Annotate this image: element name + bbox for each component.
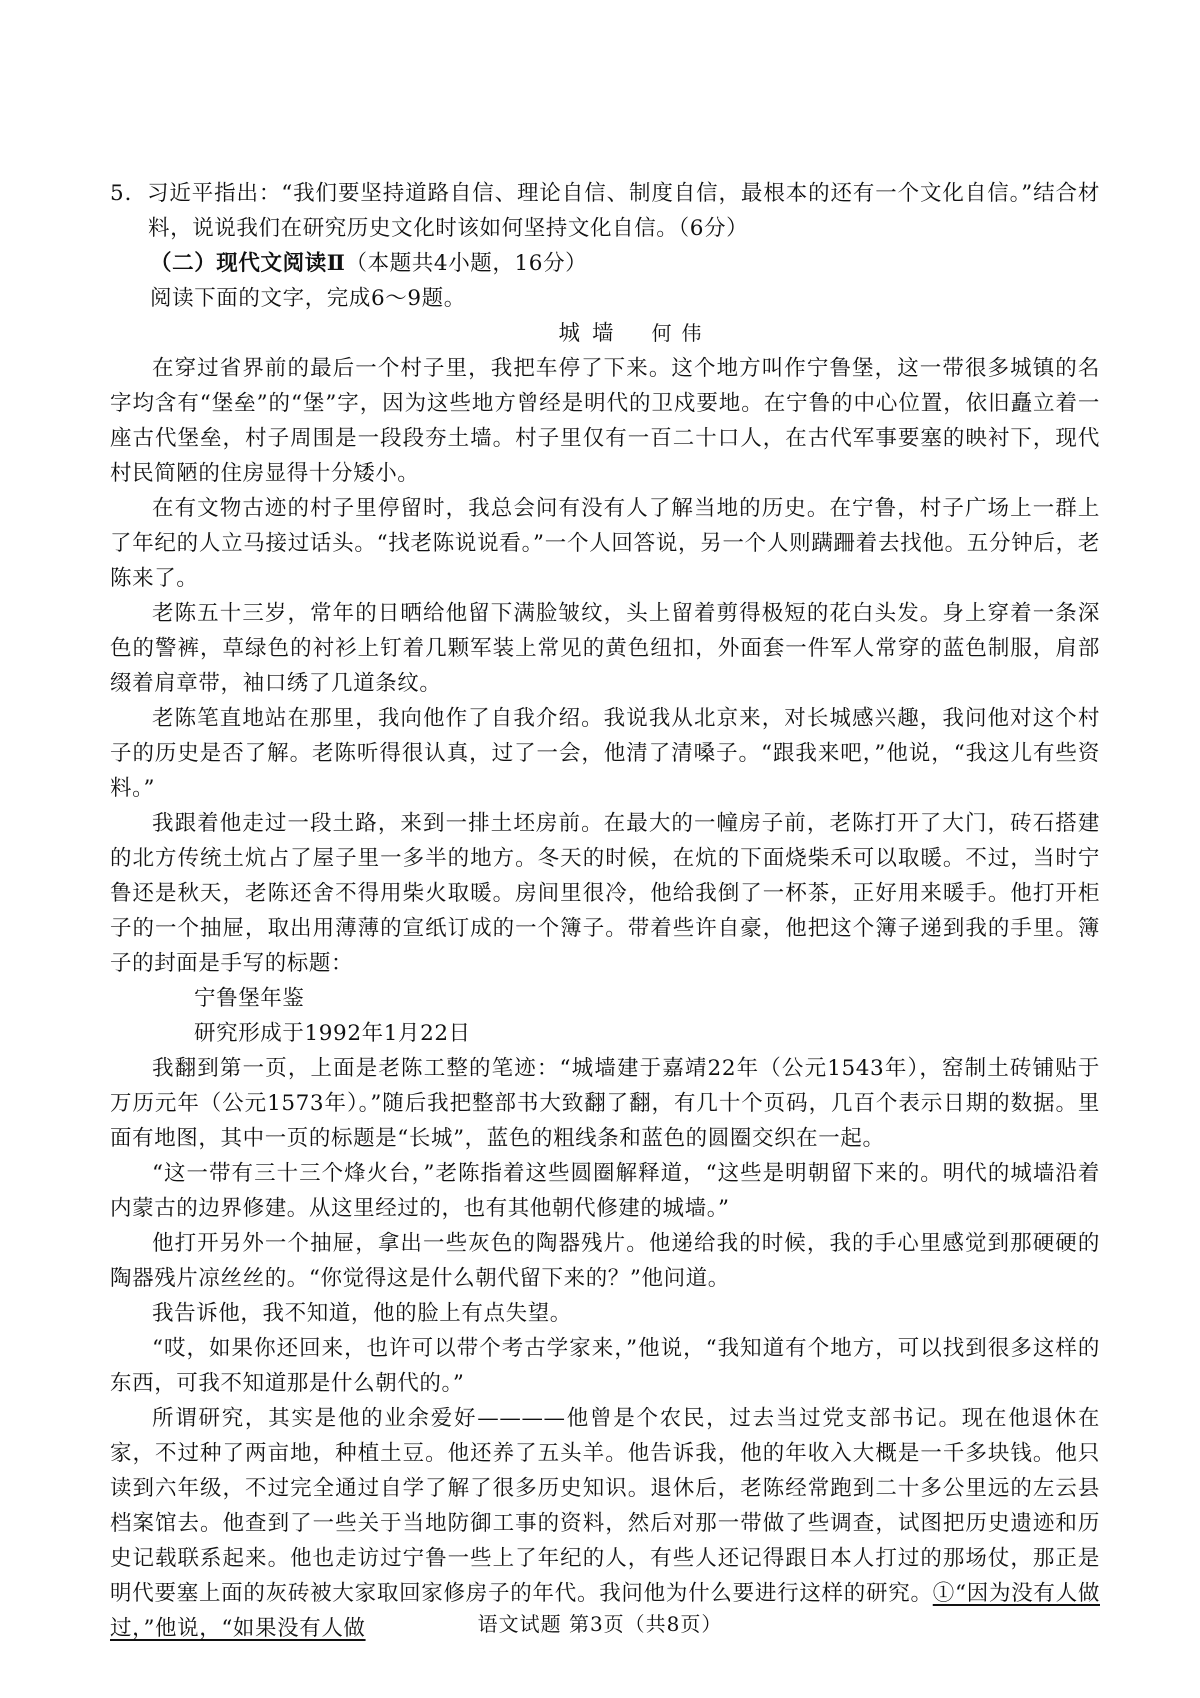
booklet-subtitle: 研究形成于1992年1月22日 xyxy=(194,1021,471,1046)
article-paragraph: 他打开另外一个抽屉，拿出一些灰色的陶器残片。他递给我的时候，我的手心里感觉到那硬硬的陶器残片凉丝丝的。“你觉得这是什么朝代留下来的？”他问道。 xyxy=(110,1231,1100,1291)
underlined-sentence-1: ①“因为没有人做过，”他说，“如果没有人做 xyxy=(110,1581,1100,1641)
booklet-title: 宁鲁堡年鉴 xyxy=(194,986,305,1011)
page-content xyxy=(110,176,1100,1646)
article-paragraph: “这一带有三十三个烽火台，”老陈指着这些圆圈解释道，“这些是明朝留下来的。明代的城墙沿着内蒙古的边界修建。从这里经过的，也有其他朝代修建的城墙。” xyxy=(110,1161,1100,1221)
section-heading-note: （本题共4小题，16分） xyxy=(345,251,588,276)
section-heading-title: （二）现代文阅读Ⅱ xyxy=(150,251,346,276)
article-paragraph: 老陈五十三岁，常年的日晒给他留下满脸皱纹，头上留着剪得极短的花白头发。身上穿着一条深色的警裤，草绿色的衬衫上钉着几颗军装上常见的黄色纽扣，外面套一件军人常穿的蓝色制服，肩部缀着肩章带，袖口绣了几道条纹。 xyxy=(110,601,1100,696)
article-paragraph: 我跟着他走过一段土路，来到一排土坯房前。在最大的一幢房子前，老陈打开了大门，砖石搭建的北方传统土炕占了屋子里一多半的地方。冬天的时候，在炕的下面烧柴禾可以取暖。不过，当时宁鲁还是秋天，老陈还舍不得用柴火取暖。房间里很冷，他给我倒了一杯茶，正好用来暖手。他打开柜子的一个抽屉，取出用薄薄的宣纸订成的一个簿子。带着些许自豪，他把这个簿子递到我的手里。簿子的封面是手写的标题： xyxy=(110,811,1100,976)
article-title-line xyxy=(110,316,1100,351)
article-paragraph: 老陈笔直地站在那里，我向他作了自我介绍。我说我从北京来，对长城感兴趣，我问他对这个村子的历史是否了解。老陈听得很认真，过了一会，他清了清嗓子。“跟我来吧，”他说，“我这儿有些资料。” xyxy=(110,706,1100,801)
article-paragraph: “哎，如果你还回来，也许可以带个考古学家来，”他说，“我知道有个地方，可以找到很多这样的东西，可我不知道那是什么朝代的。” xyxy=(110,1336,1100,1396)
article-paragraph: 我翻到第一页，上面是老陈工整的笔迹：“城墙建于嘉靖22年（公元1543年），窑制土砖铺贴于万历元年（公元1573年）。”随后我把整部书大致翻了翻，有几十个页码，几百个表示日期的数据。里面有地图，其中一页的标题是“长城”，蓝色的粗线条和蓝色的圆圈交织在一起。 xyxy=(110,1056,1100,1151)
question-5: 5．习近平指出：“我们要坚持道路自信、理论自信、制度自信，最根本的还有一个文化自信。”结合材料，说说我们在研究历史文化时该如何坚持文化自信。（6分） xyxy=(110,181,1100,241)
article-paragraph: 在穿过省界前的最后一个村子里，我把车停了下来。这个地方叫作宁鲁堡，这一带很多城镇的名字均含有“堡垒”的“堡”字，因为这些地方曾经是明代的卫戍要地。在宁鲁的中心位置，依旧矗立着一座古代堡垒，村子周围是一段段夯土墙。村子里仅有一百二十口人，在古代军事要塞的映衬下，现代村民简陋的住房显得十分矮小。 xyxy=(110,356,1100,486)
article-paragraph: 在有文物古迹的村子里停留时，我总会问有没有人了解当地的历史。在宁鲁，村子广场上一群上了年纪的人立马接过话头。“找老陈说说看。”一个人回答说，另一个人则蹒跚着去找他。五分钟后，老陈来了。 xyxy=(110,496,1100,591)
section-heading xyxy=(110,246,1100,281)
page-footer: 语文试题 第3页（共8页） xyxy=(477,1612,723,1636)
reading-instruction: 阅读下面的文字，完成6～9题。 xyxy=(150,286,466,311)
article-paragraph: 我告诉他，我不知道，他的脸上有点失望。 xyxy=(152,1301,572,1326)
article-title: 城墙 xyxy=(558,321,626,346)
article-author: 何伟 xyxy=(651,321,712,345)
last-paragraph-text: 所谓研究，其实是他的业余爱好————他曾是个农民，过去当过党支部书记。现在他退休在家，不过种了两亩地，种植土豆。他还养了五头羊。他告诉我，他的年收入大概是一千多块钱。他只读到六年级，不过完全通过自学了解了很多历史知识。退休后，老陈经常跑到二十多公里远的左云县档案馆去。他查到了一些关于当地防御工事的资料，然后对那一带做了些调查，试图把历史遗迹和历史记载联系起来。他也走访过宁鲁一些上了年纪的人，有些人还记得跟日本人打过的那场仗，那正是明代要塞上面的灰砖被大家取回家修房子的年代。我问他为什么要进行这样的研究。 xyxy=(110,1406,1100,1606)
